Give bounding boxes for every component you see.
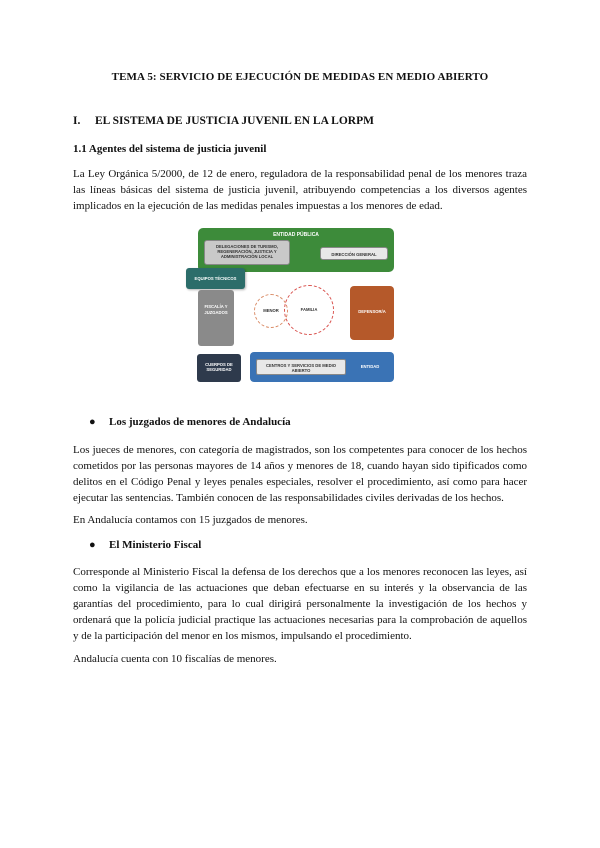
section-number: I. bbox=[73, 115, 81, 127]
section-heading bbox=[73, 115, 374, 127]
subsection-heading: 1.1 Agentes del sistema de justicia juvenil bbox=[73, 143, 267, 155]
entidad-label: ENTIDAD bbox=[360, 364, 380, 369]
centros-servicios-box: CENTROS Y SERVICIOS DE MEDIO ABIERTO bbox=[256, 359, 346, 375]
equipos-tecnicos-box: EQUIPOS TÉCNICOS bbox=[186, 268, 245, 289]
fiscalia-juzgados-box: FISCALÍA Y JUZGADOS bbox=[198, 290, 234, 346]
cuerpos-seguridad-box: CUERPOS DE SEGURIDAD bbox=[197, 354, 241, 382]
bullet-juzgados-text: Los juzgados de menores de Andalucía bbox=[109, 416, 291, 428]
agents-diagram bbox=[186, 228, 396, 386]
bullet-marker: ● bbox=[89, 539, 96, 551]
juzgados-paragraph: Los jueces de menores, con categoría de magistrados, son los competentes para conocer de los hechos cometidos por las personas mayores de 14 años y menores de 18, cuando hayan sido tipificados como delitos en el Código Penal y leyes penales especiales, resolver el procedimiento, así como para hacer ejecutar las sentencias. También conocen de las responsabilidades civiles derivadas de los hechos. bbox=[73, 444, 527, 504]
entidad-publica-label: ENTIDAD PÚBLICA bbox=[273, 232, 319, 238]
direccion-general-box: DIRECCIÓN GENERAL bbox=[320, 247, 388, 260]
defensor-box: DEFENSOR/A bbox=[350, 286, 394, 340]
intro-paragraph: La Ley Orgánica 5/2000, de 12 de enero, reguladora de la responsabilidad penal de los menores traza las líneas básicas del sistema de justicia juvenil, atribuyendo competencias a los diversos agentes implicados en la ejecución de las medidas penales impuestas a los menores de edad. bbox=[73, 168, 527, 212]
bullet-fiscal bbox=[89, 539, 201, 551]
juzgados-count: En Andalucía contamos con 15 juzgados de menores. bbox=[73, 514, 308, 526]
bullet-juzgados bbox=[89, 416, 291, 428]
bullet-fiscal-text: El Ministerio Fiscal bbox=[109, 539, 202, 551]
fiscal-count: Andalucía cuenta con 10 fiscalías de menores. bbox=[73, 653, 277, 665]
section-title: EL SISTEMA DE JUSTICIA JUVENIL EN LA LORPM bbox=[95, 115, 374, 127]
entidad-publica-box bbox=[198, 228, 394, 272]
page-title: TEMA 5: SERVICIO DE EJECUCIÓN DE MEDIDAS EN MEDIO ABIERTO bbox=[111, 71, 489, 83]
entidad-box bbox=[250, 352, 394, 382]
delegacion-box: DELEGACIONES DE TURISMO, REGENERACIÓN, JUSTICIA Y ADMINISTRACIÓN LOCAL bbox=[204, 240, 290, 265]
fiscal-paragraph: Corresponde al Ministerio Fiscal la defensa de los derechos que a los menores reconocen las leyes, así como la vigilancia de las actuaciones que deban efectuarse en su interés y la observancia de las garantías del procedimiento, para lo cual dirigirá personalmente la investigación de los hechos y ordenará que la policía judicial practique las actuaciones necesarias para la comprobación de aquellos y de la participación del menor en los mismos, impulsando el procedimiento. bbox=[73, 566, 527, 642]
bullet-marker: ● bbox=[89, 416, 96, 428]
familia-circle: FAMILIA bbox=[284, 285, 334, 335]
menor-circle: MENOR bbox=[254, 294, 288, 328]
